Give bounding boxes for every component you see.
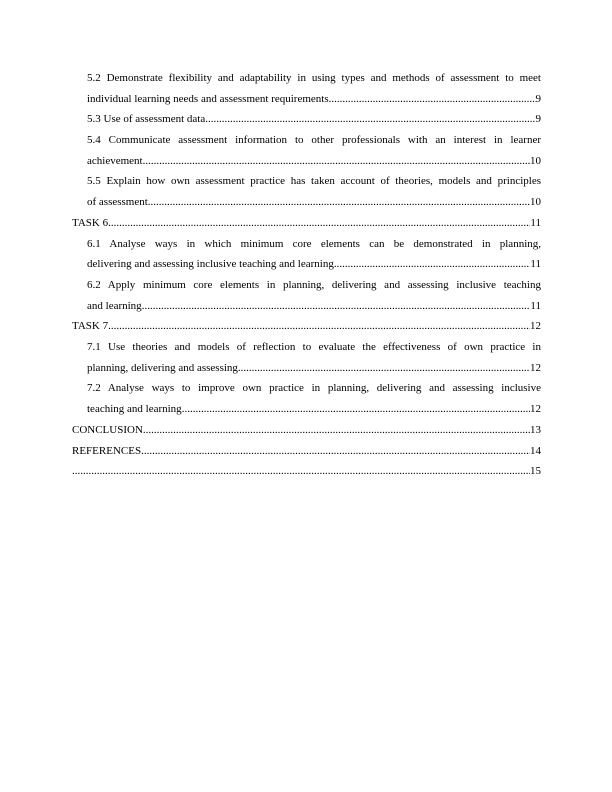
- toc-entry-leader-line: [87, 151, 541, 172]
- toc-entry-text-line: 7.1 Use theories and models of reflection to evaluate the effectiveness of own practice in: [87, 341, 541, 354]
- toc-page-number: 9: [535, 92, 541, 105]
- toc-entry-text-line: 6.2 Apply minimum core elements in planning, delivering and assessing inclusive teaching: [87, 278, 541, 291]
- toc-entry[interactable]: [72, 109, 541, 130]
- toc-entry-title: individual learning needs and assessment requirements: [87, 92, 329, 105]
- toc-page-number: 13: [530, 423, 541, 436]
- toc-entry-leader-line: [72, 316, 541, 337]
- toc-entry-title: delivering and assessing inclusive teaching and learning: [87, 258, 334, 271]
- toc-page-number: 12: [530, 403, 541, 416]
- toc-entry-leader-line: [87, 254, 541, 275]
- dot-leader: [108, 316, 530, 337]
- toc-entry-title: planning, delivering and assessing: [87, 361, 238, 374]
- toc-entry-leader-line: [72, 461, 541, 482]
- dot-leader: [143, 420, 530, 441]
- dot-leader: [148, 192, 530, 213]
- dot-leader: [142, 296, 531, 317]
- toc-entry[interactable]: [72, 275, 541, 316]
- toc-entry-leader-line: [87, 399, 541, 420]
- toc-page-number: 12: [530, 361, 541, 374]
- toc-entry-title: teaching and learning: [87, 403, 182, 416]
- toc-page-number: 14: [530, 444, 541, 457]
- toc-entry[interactable]: [72, 378, 541, 419]
- dot-leader: [72, 461, 530, 482]
- dot-leader: [141, 441, 530, 462]
- toc-entry-title: TASK 7: [72, 320, 109, 333]
- toc-entry[interactable]: [72, 171, 541, 212]
- toc-entry-leader-line: [87, 358, 541, 379]
- toc-entry-leader-line: [72, 213, 541, 234]
- toc-entry[interactable]: [72, 68, 541, 109]
- toc-page-number: 11: [530, 216, 541, 229]
- toc-page-number: 11: [530, 299, 541, 312]
- dot-leader: [238, 358, 530, 379]
- toc-entry[interactable]: [72, 316, 541, 337]
- toc-entry-title: CONCLUSION: [72, 423, 143, 436]
- toc-entry-text-line: 6.1 Analyse ways in which minimum core elements can be demonstrated in planning,: [87, 237, 541, 250]
- toc-entry[interactable]: [72, 213, 541, 234]
- toc-entry-text-line: 7.2 Analyse ways to improve own practice in planning, delivering and assessing inclusive: [87, 382, 541, 395]
- dot-leader: [205, 109, 535, 130]
- dot-leader: [334, 254, 531, 275]
- toc-entry-text-line: 5.2 Demonstrate flexibility and adaptability in using types and methods of assessment to meet: [87, 72, 541, 84]
- dot-leader: [329, 89, 536, 110]
- toc-page-number: 10: [530, 154, 541, 167]
- toc-entry-title: TASK 6: [72, 216, 109, 229]
- toc-entry-title: 5.3 Use of assessment data: [87, 113, 206, 126]
- toc-entry[interactable]: [72, 234, 541, 275]
- toc-page-number: 11: [530, 258, 541, 271]
- dot-leader: [143, 151, 530, 172]
- table-of-contents: [72, 68, 541, 482]
- toc-entry-text-line: 5.4 Communicate assessment information to other professionals with an interest in learner: [87, 134, 541, 147]
- toc-entry-title: achievement: [87, 154, 143, 167]
- toc-entry-title: REFERENCES: [72, 444, 142, 457]
- dot-leader: [108, 213, 530, 234]
- toc-entry-leader-line: [72, 420, 541, 441]
- toc-entry-leader-line: [87, 89, 541, 110]
- toc-entry-text-line: 5.5 Explain how own assessment practice has taken account of theories, models and principles: [87, 175, 541, 188]
- dot-leader: [182, 399, 530, 420]
- toc-entry-title: and learning: [87, 299, 142, 312]
- toc-entry-title: of assessment: [87, 196, 148, 209]
- toc-entry[interactable]: [72, 337, 541, 378]
- toc-entry-leader-line: [87, 109, 541, 130]
- toc-page-number: 9: [535, 113, 541, 126]
- toc-page-number: 12: [530, 320, 541, 333]
- toc-entry-leader-line: [72, 441, 541, 462]
- toc-entry[interactable]: [72, 461, 541, 482]
- toc-entry[interactable]: [72, 420, 541, 441]
- toc-entry-leader-line: [87, 296, 541, 317]
- toc-page-number: 10: [530, 196, 541, 209]
- toc-entry[interactable]: [72, 130, 541, 171]
- toc-page-number: 15: [530, 465, 541, 478]
- toc-entry-leader-line: [87, 192, 541, 213]
- toc-entry[interactable]: [72, 441, 541, 462]
